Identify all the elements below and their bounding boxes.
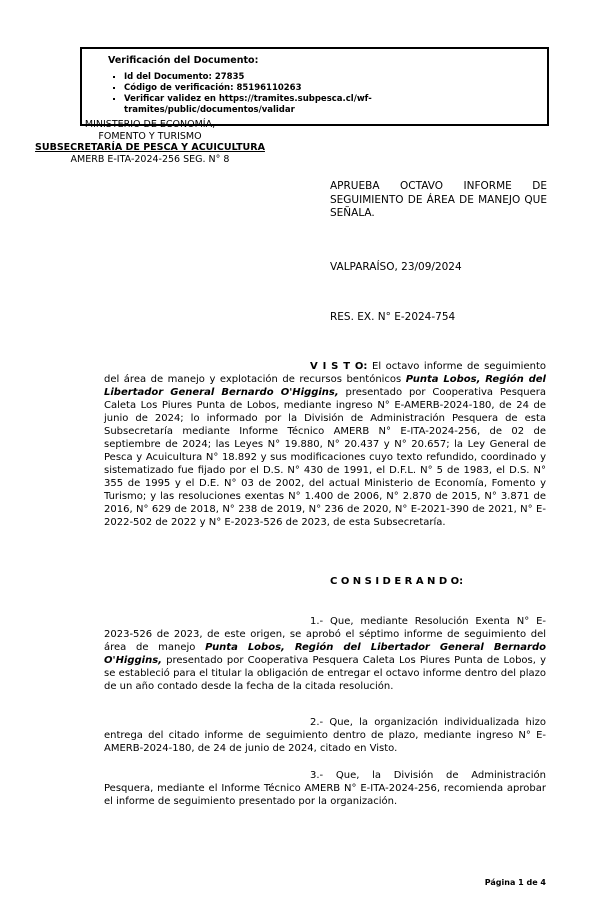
considerando-paragraph-1 bbox=[104, 615, 546, 693]
ministry-name-line1: MINISTERIO DE ECONOMÍA, bbox=[84, 119, 216, 130]
visto-text-rest: presentado por Cooperativa Pesquera Caleta Los Piures Punta de Lobos, mediante ingreso N° E-AMERB-2024-180, de 24 de junio de 2024; lo informado por la División de Administración Pesquera de esta Subsecretaría mediante Informe Técnico AMERB N° E-ITA-2024-256, de 02 de septiembre de 2024; las Leyes N° 19.880, N° 20.437 y N° 20.657; la Ley General de Pesca y Acuicultura N° 18.892 y sus modificaciones cuyo texto refundido, coordinado y sistematizado fue fijado por el D.S. N° 430 de 1991, el D.F.L. N° 5 de 1983, el D.S. N° 355 de 1995 y el D.E. N° 03 de 2002, del actual Ministerio de Economía, Fomento y Turismo; y las resoluciones exentas N° 1.400 de 2006, N° 2.870 de 2015, N° 3.871 de 2016, N° 629 de 2018, N° 238 de 2019, N° 236 de 2020, N° E-2021-390 de 2021, N° E-2022-502 de 2022 y N° E-2023-526 de 2023, de esta Subsecretaría. bbox=[104, 387, 546, 528]
visto-label: V I S T O: bbox=[310, 361, 368, 372]
considerando-paragraph-2: 2.- Que, la organización individualizada hizo entrega del citado informe de seguimiento dentro de plazo, mediante ingreso N° E-AMERB-2024-180, de 24 de junio de 2024, citado en Visto. bbox=[104, 717, 546, 754]
verification-item-code: ▪ Código de verificación: 85196110263 bbox=[124, 83, 539, 94]
visto-text-intro: El octavo informe de seguimiento del área de manejo y explotación de recursos bentónicos bbox=[104, 361, 546, 385]
letterhead bbox=[20, 119, 280, 165]
verification-item-url: ▪ Verificar validez en https://tramites.subpesca.cl/wf-tramites/public/documentos/validar bbox=[124, 94, 539, 116]
visto-area-name: Punta Lobos, Región del Libertador General Bernardo O'Higgins, bbox=[104, 374, 546, 398]
resolution-subject: APRUEBA OCTAVO INFORME DE SEGUIMIENTO DE ÁREA DE MANEJO QUE SEÑALA. bbox=[330, 180, 547, 219]
considerando-p1-area-name: Punta Lobos, Región del Libertador General Bernardo O'Higgins, bbox=[104, 642, 546, 666]
considerando-heading: C O N S I D E R A N D O: bbox=[330, 576, 464, 587]
considerando-paragraph-3: 3.- Que, la División de Administración Pesquera, mediante el Informe Técnico AMERB N° E-ITA-2024-256, recomienda aprobar el informe de seguimiento presentado por la organización. bbox=[104, 770, 546, 807]
page-number-label: Página 1 de 4 bbox=[484, 878, 546, 887]
visto-paragraph bbox=[104, 360, 546, 529]
verification-item-document-id: ▪ Id del Documento: 27835 bbox=[124, 72, 539, 83]
document-reference: AMERB E-ITA-2024-256 SEG. N° 8 bbox=[70, 153, 230, 165]
considerando-p1-text-end: presentado por Cooperativa Pesquera Caleta Los Piures Punta de Lobos, y se estableció para el titular la obligación de entregar el octavo informe dentro del plazo de un año contado desde la fecha de la citada resolución. bbox=[104, 655, 546, 692]
considerando-p1-text-start: 1.- Que, mediante Resolución Exenta N° E-2023-526 de 2023, de este origen, se aprobó el séptimo informe de seguimiento del área de manejo bbox=[104, 616, 546, 653]
verification-list bbox=[108, 72, 539, 116]
resolution-number: RES. EX. N° E-2024-754 bbox=[330, 311, 456, 323]
ministry-name-line2: FOMENTO Y TURISMO bbox=[98, 130, 202, 142]
verification-box bbox=[80, 47, 549, 126]
subsecretaria-name: SUBSECRETARÍA DE PESCA Y ACUICULTURA bbox=[35, 142, 265, 153]
verification-title: Verificación del Documento: bbox=[108, 55, 259, 66]
place-and-date: VALPARAÍSO, 23/09/2024 bbox=[330, 261, 462, 273]
